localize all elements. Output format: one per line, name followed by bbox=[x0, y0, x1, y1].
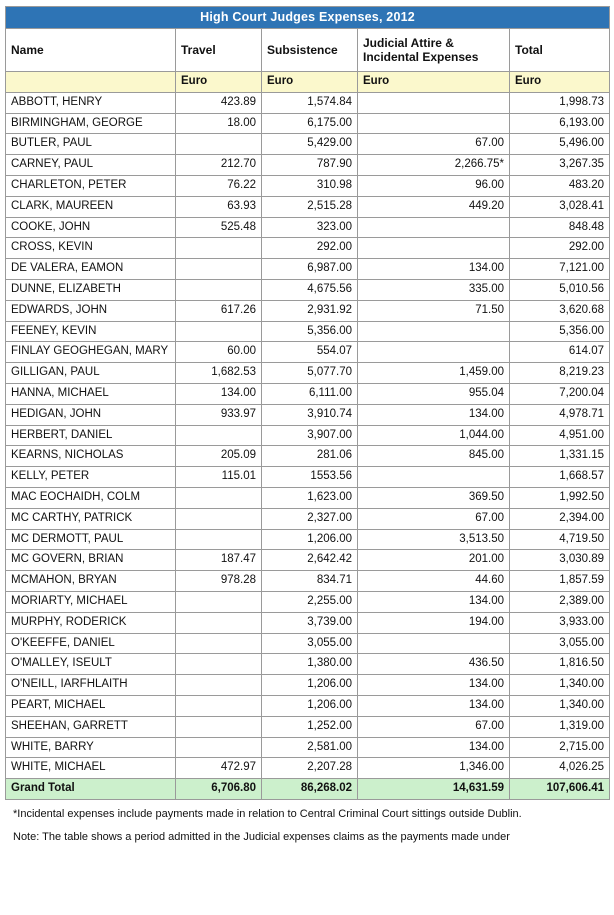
column-header-travel: Travel bbox=[176, 29, 262, 72]
cell-subsistence: 1,574.84 bbox=[262, 92, 358, 113]
cell-travel bbox=[176, 737, 262, 758]
cell-subsistence: 6,987.00 bbox=[262, 259, 358, 280]
cell-subsistence: 1,206.00 bbox=[262, 675, 358, 696]
cell-judicial: 44.60 bbox=[358, 571, 510, 592]
cell-name: MC GOVERN, BRIAN bbox=[6, 550, 176, 571]
cell-judicial bbox=[358, 342, 510, 363]
table-row bbox=[6, 550, 610, 571]
cell-travel bbox=[176, 695, 262, 716]
grand-total-subsistence: 86,268.02 bbox=[262, 779, 358, 800]
cell-total: 1,331.15 bbox=[510, 446, 610, 467]
cell-total: 614.07 bbox=[510, 342, 610, 363]
cell-total: 3,933.00 bbox=[510, 612, 610, 633]
cell-total: 4,719.50 bbox=[510, 529, 610, 550]
cell-travel bbox=[176, 259, 262, 280]
cell-travel: 617.26 bbox=[176, 300, 262, 321]
cell-travel: 978.28 bbox=[176, 571, 262, 592]
table-row bbox=[6, 467, 610, 488]
cell-name: HANNA, MICHAEL bbox=[6, 383, 176, 404]
cell-subsistence: 292.00 bbox=[262, 238, 358, 259]
cell-total: 3,028.41 bbox=[510, 196, 610, 217]
cell-travel: 18.00 bbox=[176, 113, 262, 134]
cell-judicial: 71.50 bbox=[358, 300, 510, 321]
cell-judicial: 194.00 bbox=[358, 612, 510, 633]
cell-name: DE VALERA, EAMON bbox=[6, 259, 176, 280]
cell-judicial: 845.00 bbox=[358, 446, 510, 467]
cell-judicial: 1,459.00 bbox=[358, 363, 510, 384]
cell-total: 3,620.68 bbox=[510, 300, 610, 321]
table-row bbox=[6, 487, 610, 508]
cell-judicial bbox=[358, 217, 510, 238]
cell-total: 1,998.73 bbox=[510, 92, 610, 113]
cell-name: CHARLETON, PETER bbox=[6, 175, 176, 196]
cell-subsistence: 2,581.00 bbox=[262, 737, 358, 758]
cell-judicial: 955.04 bbox=[358, 383, 510, 404]
cell-judicial: 2,266.75* bbox=[358, 155, 510, 176]
cell-name: DUNNE, ELIZABETH bbox=[6, 279, 176, 300]
footnotes bbox=[5, 800, 609, 845]
cell-judicial: 134.00 bbox=[358, 695, 510, 716]
cell-total: 7,121.00 bbox=[510, 259, 610, 280]
cell-total: 1,857.59 bbox=[510, 571, 610, 592]
table-row bbox=[6, 321, 610, 342]
cell-name: GILLIGAN, PAUL bbox=[6, 363, 176, 384]
cell-travel: 115.01 bbox=[176, 467, 262, 488]
cell-judicial: 67.00 bbox=[358, 508, 510, 529]
cell-subsistence: 1553.56 bbox=[262, 467, 358, 488]
table-row bbox=[6, 113, 610, 134]
cell-travel bbox=[176, 134, 262, 155]
cell-name: WHITE, MICHAEL bbox=[6, 758, 176, 779]
cell-judicial: 201.00 bbox=[358, 550, 510, 571]
cell-name: CLARK, MAUREEN bbox=[6, 196, 176, 217]
cell-total: 1,340.00 bbox=[510, 695, 610, 716]
table-row bbox=[6, 591, 610, 612]
cell-name: ABBOTT, HENRY bbox=[6, 92, 176, 113]
cell-total: 1,992.50 bbox=[510, 487, 610, 508]
cell-name: PEART, MICHAEL bbox=[6, 695, 176, 716]
cell-subsistence: 5,429.00 bbox=[262, 134, 358, 155]
cell-travel: 187.47 bbox=[176, 550, 262, 571]
cell-travel bbox=[176, 487, 262, 508]
cell-total: 848.48 bbox=[510, 217, 610, 238]
cell-subsistence: 1,623.00 bbox=[262, 487, 358, 508]
grand-total-label: Grand Total bbox=[6, 779, 176, 800]
cell-travel bbox=[176, 633, 262, 654]
cell-total: 2,715.00 bbox=[510, 737, 610, 758]
table-row bbox=[6, 383, 610, 404]
unit-name bbox=[6, 72, 176, 93]
table-row bbox=[6, 175, 610, 196]
cell-total: 3,267.35 bbox=[510, 155, 610, 176]
cell-travel: 205.09 bbox=[176, 446, 262, 467]
cell-name: MURPHY, RODERICK bbox=[6, 612, 176, 633]
cell-travel: 60.00 bbox=[176, 342, 262, 363]
table-row bbox=[6, 279, 610, 300]
cell-name: O'MALLEY, ISEULT bbox=[6, 654, 176, 675]
cell-travel: 63.93 bbox=[176, 196, 262, 217]
cell-name: SHEEHAN, GARRETT bbox=[6, 716, 176, 737]
cell-judicial: 1,044.00 bbox=[358, 425, 510, 446]
grand-total-judicial: 14,631.59 bbox=[358, 779, 510, 800]
cell-judicial: 369.50 bbox=[358, 487, 510, 508]
cell-name: MCMAHON, BRYAN bbox=[6, 571, 176, 592]
cell-subsistence: 4,675.56 bbox=[262, 279, 358, 300]
cell-subsistence: 2,931.92 bbox=[262, 300, 358, 321]
table-row bbox=[6, 716, 610, 737]
table-row bbox=[6, 446, 610, 467]
cell-judicial bbox=[358, 113, 510, 134]
cell-total: 292.00 bbox=[510, 238, 610, 259]
cell-subsistence: 1,252.00 bbox=[262, 716, 358, 737]
cell-total: 4,026.25 bbox=[510, 758, 610, 779]
cell-total: 7,200.04 bbox=[510, 383, 610, 404]
cell-name: CROSS, KEVIN bbox=[6, 238, 176, 259]
cell-total: 4,978.71 bbox=[510, 404, 610, 425]
cell-subsistence: 3,910.74 bbox=[262, 404, 358, 425]
cell-name: WHITE, BARRY bbox=[6, 737, 176, 758]
cell-judicial: 67.00 bbox=[358, 134, 510, 155]
cell-travel bbox=[176, 508, 262, 529]
cell-judicial bbox=[358, 321, 510, 342]
grand-total-row bbox=[6, 779, 610, 800]
column-header-judicial-attire: Judicial Attire & Incidental Expenses bbox=[358, 29, 510, 72]
cell-name: HERBERT, DANIEL bbox=[6, 425, 176, 446]
footnote-incidental: *Incidental expenses include payments made in relation to Central Criminal Court sittings outside Dublin. bbox=[13, 807, 522, 820]
table-row bbox=[6, 675, 610, 696]
cell-subsistence: 2,255.00 bbox=[262, 591, 358, 612]
cell-total: 3,030.89 bbox=[510, 550, 610, 571]
cell-subsistence: 310.98 bbox=[262, 175, 358, 196]
table-units-row bbox=[6, 72, 610, 93]
cell-subsistence: 2,327.00 bbox=[262, 508, 358, 529]
cell-travel bbox=[176, 279, 262, 300]
cell-name: O'KEEFFE, DANIEL bbox=[6, 633, 176, 654]
cell-subsistence: 5,356.00 bbox=[262, 321, 358, 342]
column-header-subsistence: Subsistence bbox=[262, 29, 358, 72]
cell-judicial: 134.00 bbox=[358, 404, 510, 425]
page-title: High Court Judges Expenses, 2012 bbox=[6, 7, 610, 29]
cell-name: CARNEY, PAUL bbox=[6, 155, 176, 176]
cell-travel bbox=[176, 591, 262, 612]
cell-name: BIRMINGHAM, GEORGE bbox=[6, 113, 176, 134]
cell-total: 1,816.50 bbox=[510, 654, 610, 675]
cell-judicial: 134.00 bbox=[358, 675, 510, 696]
cell-name: KELLY, PETER bbox=[6, 467, 176, 488]
cell-subsistence: 2,207.28 bbox=[262, 758, 358, 779]
cell-name: FINLAY GEOGHEGAN, MARY bbox=[6, 342, 176, 363]
cell-subsistence: 1,380.00 bbox=[262, 654, 358, 675]
table-header-row bbox=[6, 29, 610, 72]
cell-name: EDWARDS, JOHN bbox=[6, 300, 176, 321]
cell-total: 5,010.56 bbox=[510, 279, 610, 300]
unit-travel: Euro bbox=[176, 72, 262, 93]
cell-judicial: 436.50 bbox=[358, 654, 510, 675]
table-row bbox=[6, 654, 610, 675]
grand-total-travel: 6,706.80 bbox=[176, 779, 262, 800]
cell-total: 1,319.00 bbox=[510, 716, 610, 737]
cell-travel: 1,682.53 bbox=[176, 363, 262, 384]
cell-travel: 76.22 bbox=[176, 175, 262, 196]
cell-travel bbox=[176, 238, 262, 259]
table-row bbox=[6, 508, 610, 529]
table-row bbox=[6, 529, 610, 550]
cell-total: 4,951.00 bbox=[510, 425, 610, 446]
table-row bbox=[6, 92, 610, 113]
cell-judicial: 1,346.00 bbox=[358, 758, 510, 779]
cell-total: 2,389.00 bbox=[510, 591, 610, 612]
table-title-row bbox=[6, 7, 610, 29]
cell-name: MC CARTHY, PATRICK bbox=[6, 508, 176, 529]
cell-subsistence: 281.06 bbox=[262, 446, 358, 467]
cell-name: O'NEILL, IARFHLAITH bbox=[6, 675, 176, 696]
cell-travel: 472.97 bbox=[176, 758, 262, 779]
unit-total: Euro bbox=[510, 72, 610, 93]
table-row bbox=[6, 155, 610, 176]
cell-travel bbox=[176, 321, 262, 342]
grand-total-total: 107,606.41 bbox=[510, 779, 610, 800]
cell-total: 1,668.57 bbox=[510, 467, 610, 488]
table-row bbox=[6, 259, 610, 280]
cell-judicial: 134.00 bbox=[358, 259, 510, 280]
table-row bbox=[6, 363, 610, 384]
footnote-note: Note: The table shows a period admitted in the Judicial expenses claims as the payments made under bbox=[13, 830, 510, 843]
table-row bbox=[6, 737, 610, 758]
cell-subsistence: 787.90 bbox=[262, 155, 358, 176]
cell-judicial: 449.20 bbox=[358, 196, 510, 217]
cell-travel bbox=[176, 612, 262, 633]
cell-travel bbox=[176, 654, 262, 675]
column-header-name: Name bbox=[6, 29, 176, 72]
cell-travel bbox=[176, 675, 262, 696]
cell-name: COOKE, JOHN bbox=[6, 217, 176, 238]
cell-total: 483.20 bbox=[510, 175, 610, 196]
column-header-total: Total bbox=[510, 29, 610, 72]
cell-name: MORIARTY, MICHAEL bbox=[6, 591, 176, 612]
table-row bbox=[6, 612, 610, 633]
cell-total: 6,193.00 bbox=[510, 113, 610, 134]
cell-judicial: 96.00 bbox=[358, 175, 510, 196]
table-row bbox=[6, 425, 610, 446]
table-row bbox=[6, 217, 610, 238]
cell-name: KEARNS, NICHOLAS bbox=[6, 446, 176, 467]
cell-judicial: 134.00 bbox=[358, 737, 510, 758]
cell-subsistence: 554.07 bbox=[262, 342, 358, 363]
table-row bbox=[6, 342, 610, 363]
cell-subsistence: 5,077.70 bbox=[262, 363, 358, 384]
cell-subsistence: 6,111.00 bbox=[262, 383, 358, 404]
cell-subsistence: 2,642.42 bbox=[262, 550, 358, 571]
table-row bbox=[6, 134, 610, 155]
cell-subsistence: 2,515.28 bbox=[262, 196, 358, 217]
table-row bbox=[6, 758, 610, 779]
cell-total: 5,496.00 bbox=[510, 134, 610, 155]
cell-judicial bbox=[358, 238, 510, 259]
cell-judicial bbox=[358, 467, 510, 488]
cell-name: MC DERMOTT, PAUL bbox=[6, 529, 176, 550]
expenses-table bbox=[5, 6, 610, 800]
cell-judicial: 335.00 bbox=[358, 279, 510, 300]
cell-travel bbox=[176, 425, 262, 446]
cell-subsistence: 323.00 bbox=[262, 217, 358, 238]
cell-travel: 212.70 bbox=[176, 155, 262, 176]
cell-subsistence: 6,175.00 bbox=[262, 113, 358, 134]
table-row bbox=[6, 196, 610, 217]
cell-judicial: 3,513.50 bbox=[358, 529, 510, 550]
table-row bbox=[6, 404, 610, 425]
cell-name: MAC EOCHAIDH, COLM bbox=[6, 487, 176, 508]
cell-subsistence: 1,206.00 bbox=[262, 695, 358, 716]
cell-judicial: 134.00 bbox=[358, 591, 510, 612]
table-row bbox=[6, 633, 610, 654]
table-row bbox=[6, 300, 610, 321]
table-row bbox=[6, 238, 610, 259]
cell-travel: 933.97 bbox=[176, 404, 262, 425]
cell-total: 5,356.00 bbox=[510, 321, 610, 342]
cell-judicial: 67.00 bbox=[358, 716, 510, 737]
cell-name: HEDIGAN, JOHN bbox=[6, 404, 176, 425]
cell-travel: 423.89 bbox=[176, 92, 262, 113]
unit-judicial-attire: Euro bbox=[358, 72, 510, 93]
cell-judicial bbox=[358, 92, 510, 113]
cell-travel bbox=[176, 529, 262, 550]
table-row bbox=[6, 571, 610, 592]
cell-judicial bbox=[358, 633, 510, 654]
cell-travel bbox=[176, 716, 262, 737]
cell-subsistence: 3,907.00 bbox=[262, 425, 358, 446]
cell-subsistence: 1,206.00 bbox=[262, 529, 358, 550]
cell-subsistence: 3,739.00 bbox=[262, 612, 358, 633]
cell-travel: 134.00 bbox=[176, 383, 262, 404]
cell-total: 8,219.23 bbox=[510, 363, 610, 384]
cell-total: 3,055.00 bbox=[510, 633, 610, 654]
cell-subsistence: 834.71 bbox=[262, 571, 358, 592]
table-row bbox=[6, 695, 610, 716]
cell-name: FEENEY, KEVIN bbox=[6, 321, 176, 342]
cell-travel: 525.48 bbox=[176, 217, 262, 238]
unit-subsistence: Euro bbox=[262, 72, 358, 93]
cell-subsistence: 3,055.00 bbox=[262, 633, 358, 654]
cell-total: 2,394.00 bbox=[510, 508, 610, 529]
cell-total: 1,340.00 bbox=[510, 675, 610, 696]
cell-name: BUTLER, PAUL bbox=[6, 134, 176, 155]
